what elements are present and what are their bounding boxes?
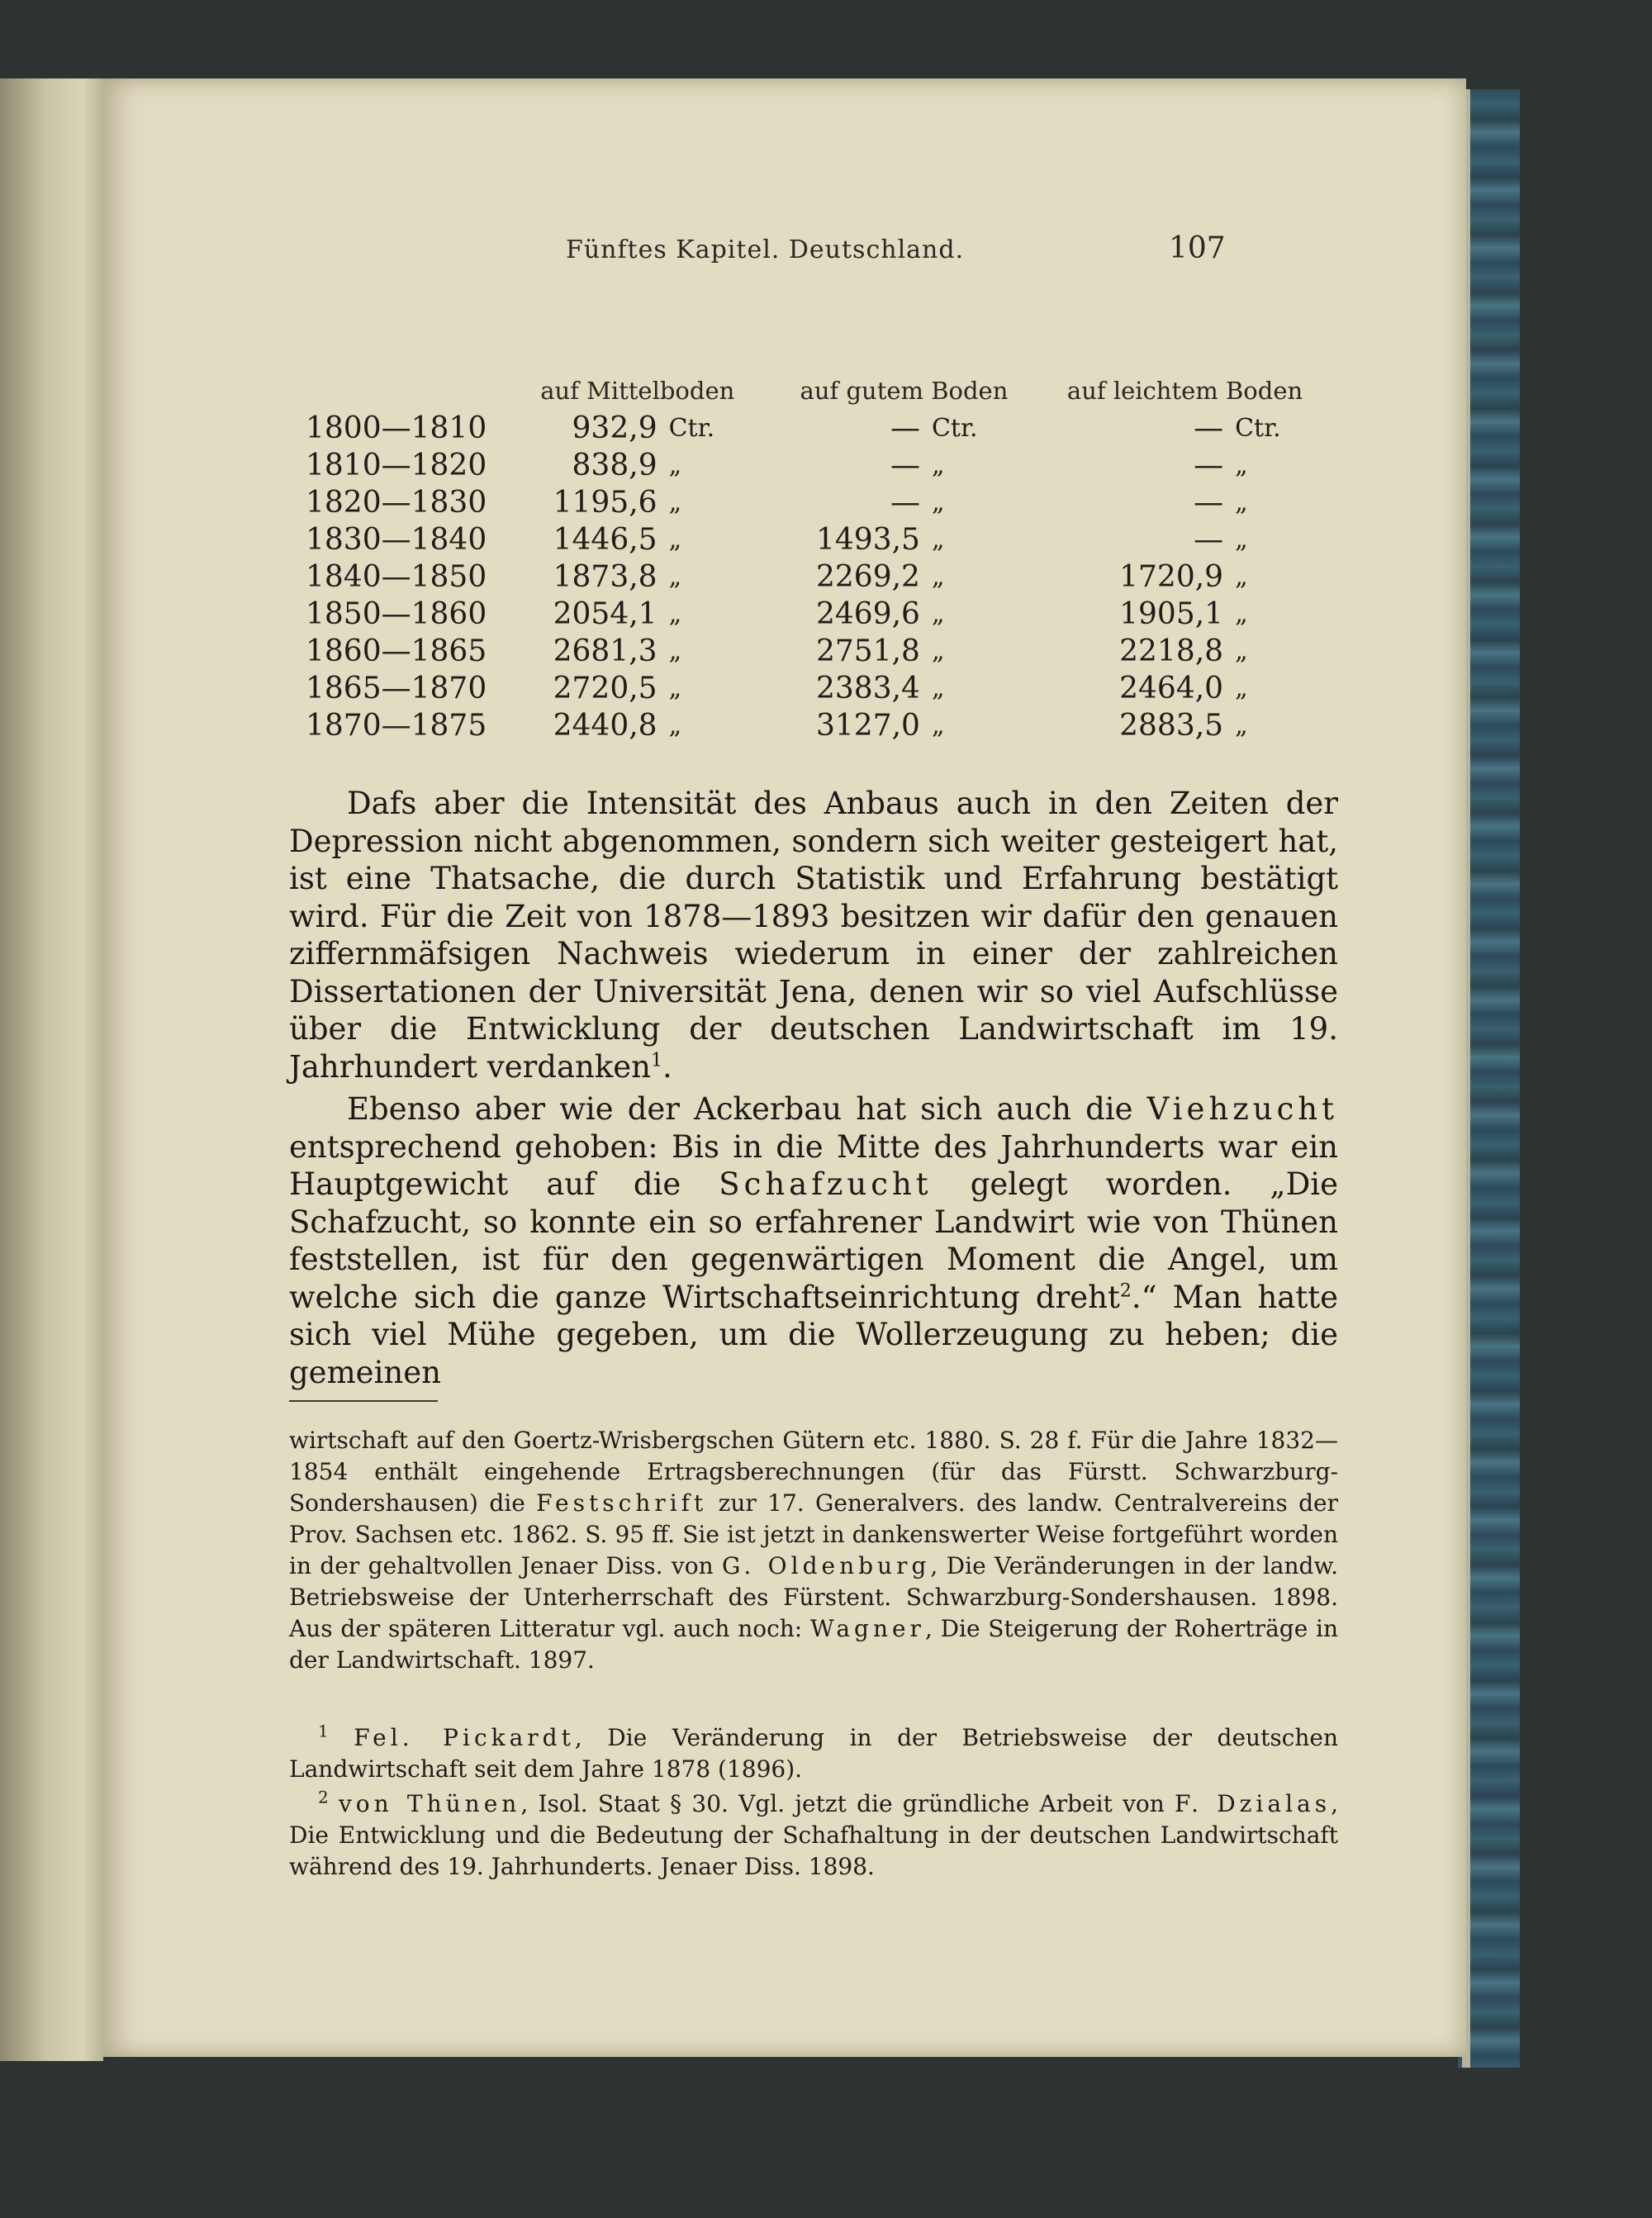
value-gutem-boden: 2269,2 (816, 560, 920, 594)
paragraph-viehzucht: Ebenso aber wie der Ackerbau hat sich auch die Viehzucht entsprechend gehoben: Bis in die Mitte des Jahrhunderts war ein Hauptgewicht auf die Schafzucht gelegt worden. „Die Schafzucht, so konnte ein so erfahrener Landwirt wie von Thünen feststellen, ist für den gegenwärtigen Moment die Angel, um welche sich die ganze Wirtschaftseinrichtung dreht$^2$.“ Man hatte sich viel Mühe gegeben, um die Wollerzeugung zu heben; die gemeinen (289, 1091, 1338, 1390)
value-mittelboden: 1446,5 (553, 523, 657, 557)
unit-mittelboden: Ctr. (668, 414, 715, 443)
footnote-1-mark: 1 (318, 1721, 329, 1741)
value-leichtem-boden: 2464,0 (1119, 672, 1224, 705)
unit-gutem-boden: „ (931, 600, 945, 629)
footnote-2-mark: 2 (318, 1787, 329, 1807)
unit-leichtem-boden: „ (1235, 600, 1248, 629)
left-page-edge (0, 78, 103, 2061)
footnote-rule (289, 1400, 438, 1402)
header-col-3: auf leichtem Boden (1066, 377, 1303, 405)
term-viehzucht: Viehzucht (1146, 1091, 1338, 1127)
footnote-ref-2[interactable]: 2 (1119, 1280, 1132, 1302)
unit-leichtem-boden: „ (1235, 711, 1248, 740)
header-col-2: auf gutem Boden (800, 377, 1009, 405)
unit-gutem-boden: „ (931, 674, 945, 703)
footnote-ref-1[interactable]: 1 (651, 1050, 663, 1071)
value-gutem-boden: 2751,8 (816, 634, 920, 668)
table-row (306, 633, 1330, 670)
term-schafzucht: Schafzucht (719, 1166, 933, 1202)
value-mittelboden: 1195,6 (553, 486, 657, 520)
unit-mittelboden: „ (668, 711, 682, 740)
unit-mittelboden: „ (668, 637, 682, 666)
value-gutem-boden: — (890, 486, 920, 520)
period-cell: 1800—1810 (306, 411, 487, 445)
header-period (306, 372, 507, 410)
value-leichtem-boden: — (1194, 449, 1224, 482)
unit-gutem-boden: „ (931, 488, 945, 517)
value-mittelboden: 838,9 (572, 449, 657, 482)
unit-leichtem-boden: „ (1235, 637, 1248, 666)
table-row (306, 707, 1330, 744)
period-cell: 1830—1840 (306, 523, 487, 557)
value-leichtem-boden: 1720,9 (1119, 560, 1224, 594)
value-gutem-boden: 2469,6 (816, 597, 920, 631)
table-row (306, 447, 1330, 484)
unit-mittelboden: „ (668, 563, 682, 591)
value-mittelboden: 2440,8 (553, 709, 657, 743)
period-cell: 1820—1830 (306, 486, 487, 520)
value-gutem-boden: — (890, 411, 920, 445)
running-head: Fünftes Kapitel. Deutschland. (566, 235, 965, 264)
unit-mittelboden: „ (668, 674, 682, 703)
value-leichtem-boden: — (1194, 411, 1224, 445)
period-cell: 1865—1870 (306, 672, 487, 705)
value-mittelboden: 932,9 (572, 411, 657, 445)
unit-gutem-boden: „ (931, 451, 945, 480)
value-leichtem-boden: — (1194, 486, 1224, 520)
unit-gutem-boden: „ (931, 563, 945, 591)
value-mittelboden: 1873,8 (553, 560, 657, 594)
table-header-row (306, 372, 1330, 410)
footnote-continuation: wirtschaft auf den Goertz-Wrisbergschen Gütern etc. 1880. S. 28 f. Für die Jahre 1832—1854 enthält eingehende Ertragsberechnungen (für das Fürstt. Schwarzburg-Sondershausen) die Festschrift zur 17. Generalvers. des landw. Centralvereins der Prov. Sachsen etc. 1862. S. 95 ff. Sie ist jetzt in dankenswerter Weise fortgeführt worden in der gehaltvollen Jenaer Diss. von G. Oldenburg, Die Veränderungen in der landw. Betriebsweise der Unterherrschaft des Fürstent. Schwarzburg-Sondershausen. 1898. Aus der späteren Litteratur vgl. auch noch: Wagner, Die Steigerung der Roherträge in der Landwirtschaft. 1897. (289, 1427, 1338, 1674)
value-mittelboden: 2054,1 (553, 597, 657, 631)
period-cell: 1860—1865 (306, 634, 487, 668)
paragraph-intensity: Dafs aber die Intensität des Anbaus auch in den Zeiten der Depression nicht abgenommen, sondern sich weiter gesteigert hat, ist eine Thatsache, die durch Statistik und Erfahrung bestätigt wird. Für die Zeit von 1878—1893 besitzen wir dafür den genauen ziffernmäfsigen Nachweis wiederum in einer der zahlreichen Dissertationen der Universität Jena, denen wir so viel Aufschlüsse über die Entwicklung der deutschen Landwirtschaft im 19. Jahrhundert verdanken$^1$. (289, 786, 1338, 1085)
period-cell: 1870—1875 (306, 709, 487, 743)
table-row (306, 484, 1330, 521)
unit-mittelboden: „ (668, 600, 682, 629)
unit-mittelboden: „ (668, 451, 682, 480)
page-number: 107 (1169, 231, 1226, 265)
unit-leichtem-boden: „ (1235, 488, 1248, 517)
header-col-1: auf Mittelboden (540, 377, 735, 405)
period-cell: 1850—1860 (306, 597, 487, 631)
unit-leichtem-boden: Ctr. (1235, 414, 1281, 443)
footnote-2: $^2$ von Thünen, Isol. Staat § 30. Vgl. jetzt die gründliche Arbeit von F. Dzialas, Die Entwicklung und die Bedeutung der Schafhaltung in der deutschen Landwirtschaft während des 19. Jahrhunderts. Jenaer Diss. 1898. (289, 1787, 1339, 1880)
period-cell: 1810—1820 (306, 449, 487, 482)
table-row (306, 521, 1330, 558)
value-leichtem-boden: 2883,5 (1119, 709, 1224, 743)
unit-gutem-boden: „ (931, 637, 945, 666)
value-mittelboden: 2681,3 (553, 634, 657, 668)
yield-table (306, 372, 1330, 744)
table-row (306, 558, 1330, 596)
value-leichtem-boden: 1905,1 (1119, 597, 1224, 631)
unit-leichtem-boden: „ (1235, 563, 1248, 591)
footnote-1: $^1$ Fel. Pickardt, Die Veränderung in der Betriebsweise der deutschen Landwirtschaft seit dem Jahre 1878 (1896). (289, 1721, 1339, 1783)
value-gutem-boden: — (890, 449, 920, 482)
unit-gutem-boden: „ (931, 711, 945, 740)
book-page (103, 78, 1466, 2057)
value-leichtem-boden: 2218,8 (1119, 634, 1224, 668)
value-gutem-boden: 2383,4 (816, 672, 920, 705)
unit-gutem-boden: Ctr. (931, 414, 978, 443)
table-row (306, 410, 1330, 447)
table-body (306, 410, 1330, 744)
value-leichtem-boden: — (1194, 523, 1224, 557)
unit-leichtem-boden: „ (1235, 451, 1248, 480)
unit-mittelboden: „ (668, 488, 682, 517)
unit-leichtem-boden: „ (1235, 674, 1248, 703)
unit-gutem-boden: „ (931, 525, 945, 554)
value-mittelboden: 2720,5 (553, 672, 657, 705)
unit-leichtem-boden: „ (1235, 525, 1248, 554)
table-row (306, 596, 1330, 633)
value-gutem-boden: 3127,0 (816, 709, 920, 743)
value-gutem-boden: 1493,5 (816, 523, 920, 557)
period-cell: 1840—1850 (306, 560, 487, 594)
table-row (306, 670, 1330, 707)
unit-mittelboden: „ (668, 525, 682, 554)
